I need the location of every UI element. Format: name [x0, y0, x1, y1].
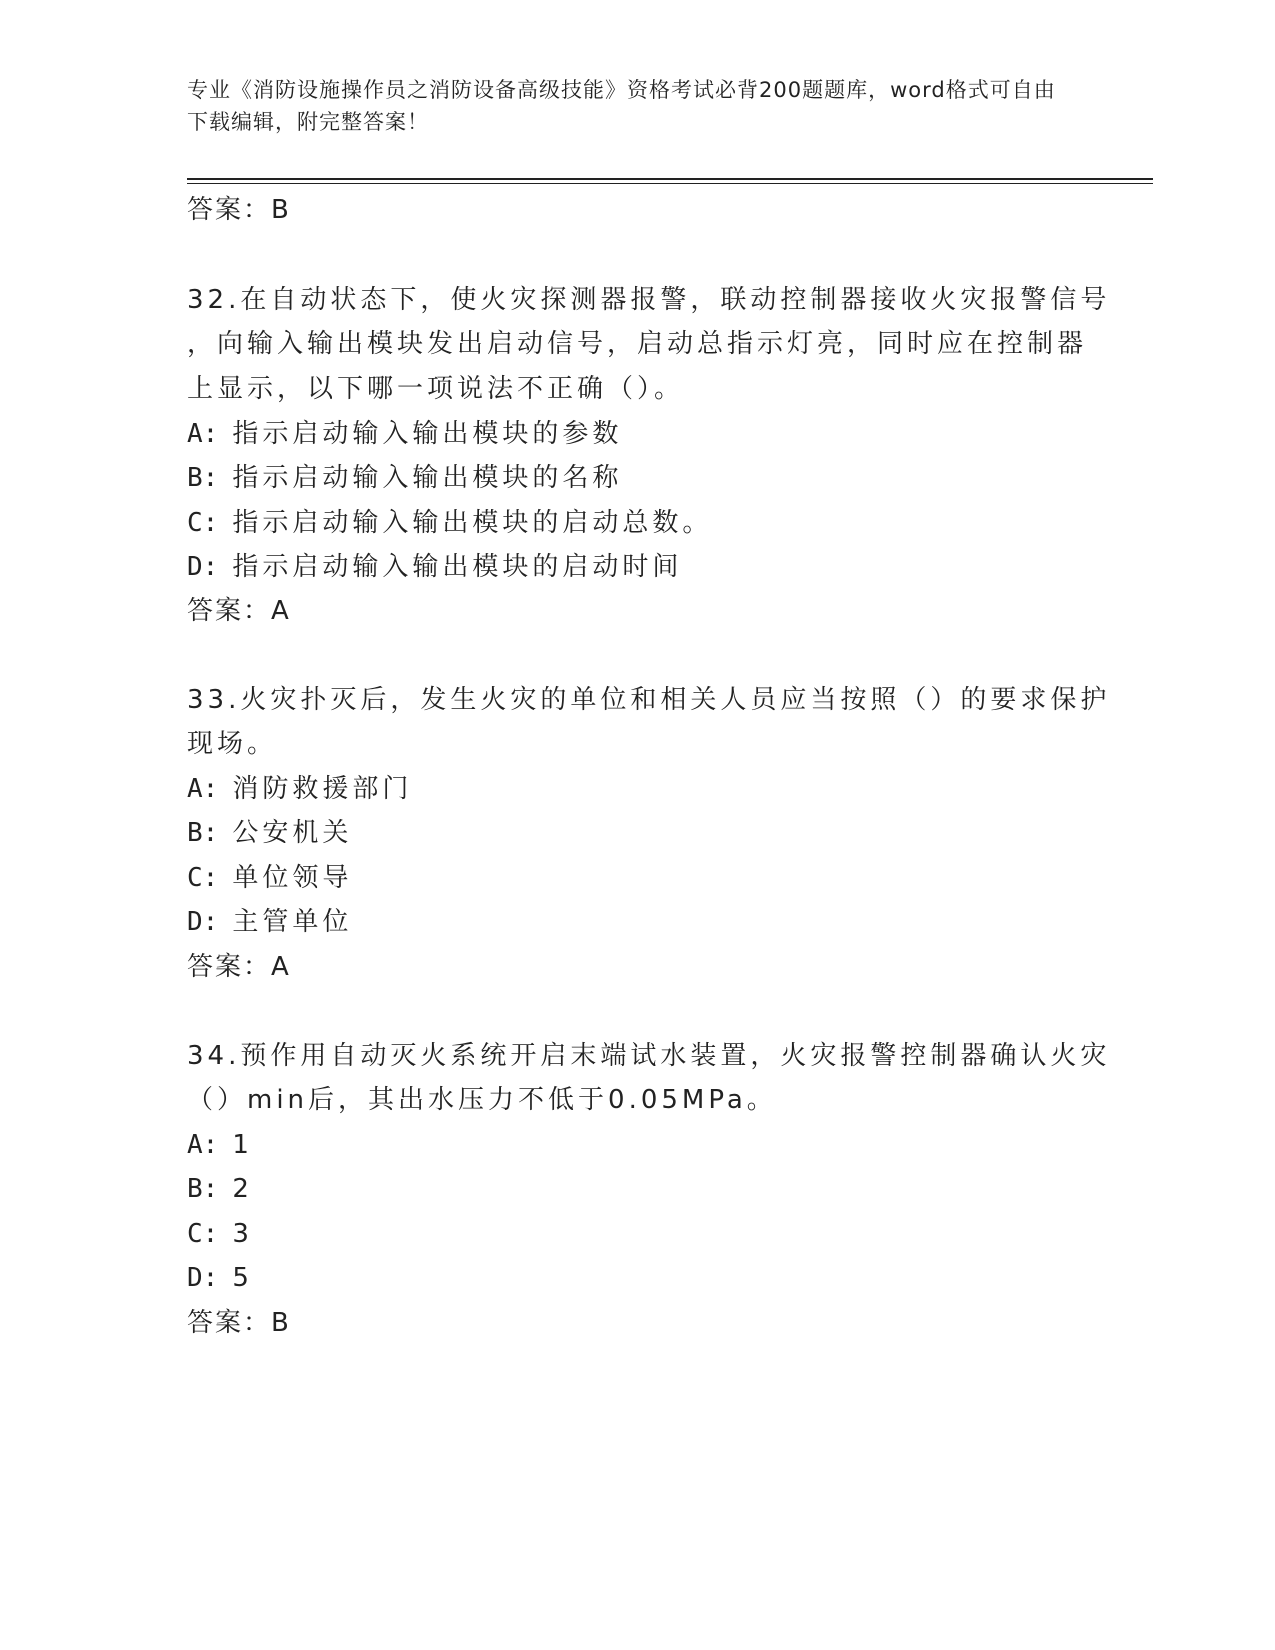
question-text-line: 现场。	[187, 729, 278, 759]
option-key: D:	[187, 1263, 219, 1293]
header-rule-thin	[187, 183, 1153, 184]
answer-line: 答案：B	[187, 1308, 291, 1338]
question-text-line: ，向输入输出模块发出启动信号，启动总指示灯亮，同时应在控制器	[187, 329, 1088, 359]
option-key: C:	[187, 863, 219, 893]
option-key: C:	[187, 508, 219, 538]
option-c	[187, 1218, 253, 1250]
option-d	[187, 551, 682, 583]
option-d	[187, 906, 352, 938]
option-text: 指示启动输入输出模块的启动总数。	[232, 508, 713, 538]
option-key: D:	[187, 907, 219, 937]
option-text: 指示启动输入输出模块的启动时间	[232, 552, 683, 582]
question-text-line: 32.在自动状态下，使火灾探测器报警，联动控制器接收火灾报警信号	[187, 285, 1111, 315]
option-key: A:	[187, 419, 219, 449]
option-a	[187, 418, 622, 450]
option-key: B:	[187, 463, 219, 493]
option-text: 2	[232, 1174, 253, 1204]
option-text: 单位领导	[232, 863, 353, 893]
option-text: 消防救援部门	[232, 774, 413, 804]
option-key: B:	[187, 818, 219, 848]
question-text-line: 33.火灾扑灭后，发生火灾的单位和相关人员应当按照（）的要求保护	[187, 685, 1111, 715]
answer-line: 答案：A	[187, 596, 291, 626]
option-key: D:	[187, 552, 219, 582]
option-text: 公安机关	[232, 818, 353, 848]
option-text: 指示启动输入输出模块的名称	[232, 463, 623, 493]
header-rule-thick	[187, 178, 1153, 180]
option-key: B:	[187, 1174, 219, 1204]
option-b	[187, 462, 622, 494]
option-text: 5	[232, 1263, 253, 1293]
question-text-line: （）min后，其出水压力不低于0.05MPa。	[187, 1085, 777, 1115]
option-b	[187, 1173, 253, 1205]
option-c	[187, 507, 712, 539]
option-a	[187, 773, 412, 805]
option-c	[187, 862, 352, 894]
answer-line: 答案：A	[187, 952, 291, 982]
option-key: C:	[187, 1219, 219, 1249]
option-b	[187, 817, 352, 849]
document-header: 专业《消防设施操作员之消防设备高级技能》资格考试必背200题题库，word格式可自由下载编辑，附完整答案！	[187, 78, 1056, 134]
option-text: 1	[232, 1130, 253, 1160]
option-key: A:	[187, 774, 219, 804]
option-a	[187, 1129, 253, 1161]
option-text: 指示启动输入输出模块的参数	[232, 419, 623, 449]
option-text: 3	[232, 1219, 253, 1249]
option-text: 主管单位	[232, 907, 353, 937]
question-text-line: 34.预作用自动灭火系统开启末端试水装置，火灾报警控制器确认火灾	[187, 1041, 1111, 1071]
question-text-line: 上显示，以下哪一项说法不正确（）。	[187, 374, 685, 404]
option-key: A:	[187, 1130, 219, 1160]
previous-answer: 答案：B	[187, 195, 291, 225]
option-d	[187, 1262, 253, 1294]
